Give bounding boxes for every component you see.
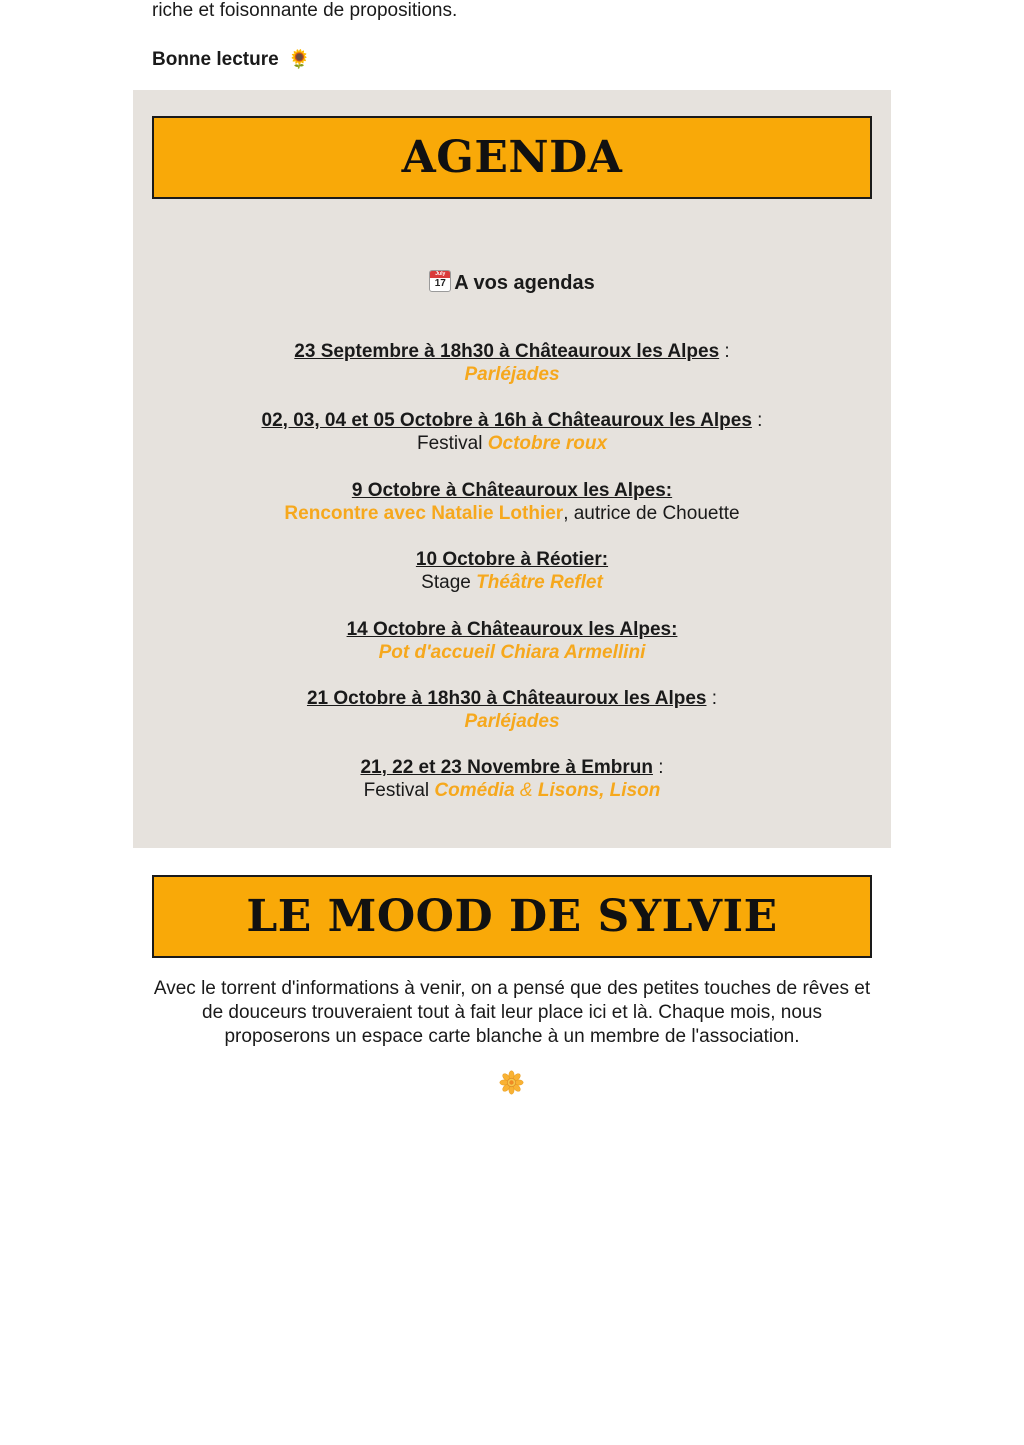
mood-intro-text: Avec le torrent d'informations à venir, on a pensé que des petites touches de rêves et de douceurs trouveraient tout à fait leur place ici et là. Chaque mois, nous proposerons un espace carte blanche à un membre de l'association. xyxy=(153,978,871,1047)
event-title-link[interactable]: Parléjades xyxy=(464,711,560,732)
event-date-link[interactable]: 14 Octobre à Châteauroux les Alpes: xyxy=(346,619,678,640)
agenda-banner-title: AGENDA xyxy=(401,132,623,183)
agenda-event xyxy=(133,756,891,802)
event-prefix: Stage xyxy=(421,572,477,593)
event-date-link[interactable]: 10 Octobre à Réotier: xyxy=(415,549,609,570)
agenda-event xyxy=(133,618,891,664)
calendar-icon-day: 17 xyxy=(434,278,446,289)
agenda-event xyxy=(133,548,891,594)
event-separator: : xyxy=(706,688,718,709)
event-title-link[interactable]: Rencontre avec Natalie Lothier xyxy=(284,503,564,524)
event-title-link[interactable]: Octobre roux xyxy=(487,433,608,454)
event-separator: : xyxy=(751,410,763,431)
agenda-event xyxy=(133,687,891,733)
event-suffix: , autrice de Chouette xyxy=(563,503,740,524)
sunflower-icon: 🌻 xyxy=(287,49,311,69)
mood-banner-title: LE MOOD DE SYLVIE xyxy=(246,891,778,942)
event-prefix: Festival xyxy=(363,780,435,801)
agenda-panel xyxy=(133,90,891,848)
agenda-heading xyxy=(133,270,891,296)
event-date-link[interactable]: 23 Septembre à 18h30 à Châteauroux les Alpes xyxy=(294,341,720,362)
event-title-link-2[interactable]: Lisons, Lison xyxy=(537,780,661,801)
event-prefix: Festival xyxy=(416,433,488,454)
daisy-icon xyxy=(499,1070,524,1095)
greeting xyxy=(152,47,310,72)
calendar-icon-month: July xyxy=(430,271,450,278)
event-ampersand: & xyxy=(514,780,538,801)
intro-line: riche et foisonnante de propositions. xyxy=(152,0,458,21)
event-title-link[interactable]: Parléjades xyxy=(464,364,560,385)
event-date-link[interactable]: 21 Octobre à 18h30 à Châteauroux les Alpes xyxy=(306,688,707,709)
event-title-link[interactable]: Comédia xyxy=(434,780,515,801)
agenda-event xyxy=(133,409,891,455)
agenda-event xyxy=(133,479,891,525)
event-date-link[interactable]: 21, 22 et 23 Novembre à Embrun xyxy=(360,757,653,778)
event-title-link[interactable]: Pot d'accueil Chiara Armellini xyxy=(378,642,646,663)
mood-banner xyxy=(152,875,872,958)
agenda-banner xyxy=(152,116,872,199)
event-separator: : xyxy=(719,341,730,362)
calendar-icon xyxy=(429,270,451,292)
agenda-event xyxy=(133,340,891,386)
agenda-heading-text: A vos agendas xyxy=(454,272,595,294)
event-title-link[interactable]: Théâtre Reflet xyxy=(476,572,603,593)
event-date-link[interactable]: 02, 03, 04 et 05 Octobre à 16h à Châteauroux les Alpes xyxy=(261,410,752,431)
greeting-text: Bonne lecture xyxy=(152,49,279,70)
event-date-link[interactable]: 9 Octobre à Châteauroux les Alpes: xyxy=(351,480,673,501)
event-separator: : xyxy=(652,757,664,778)
